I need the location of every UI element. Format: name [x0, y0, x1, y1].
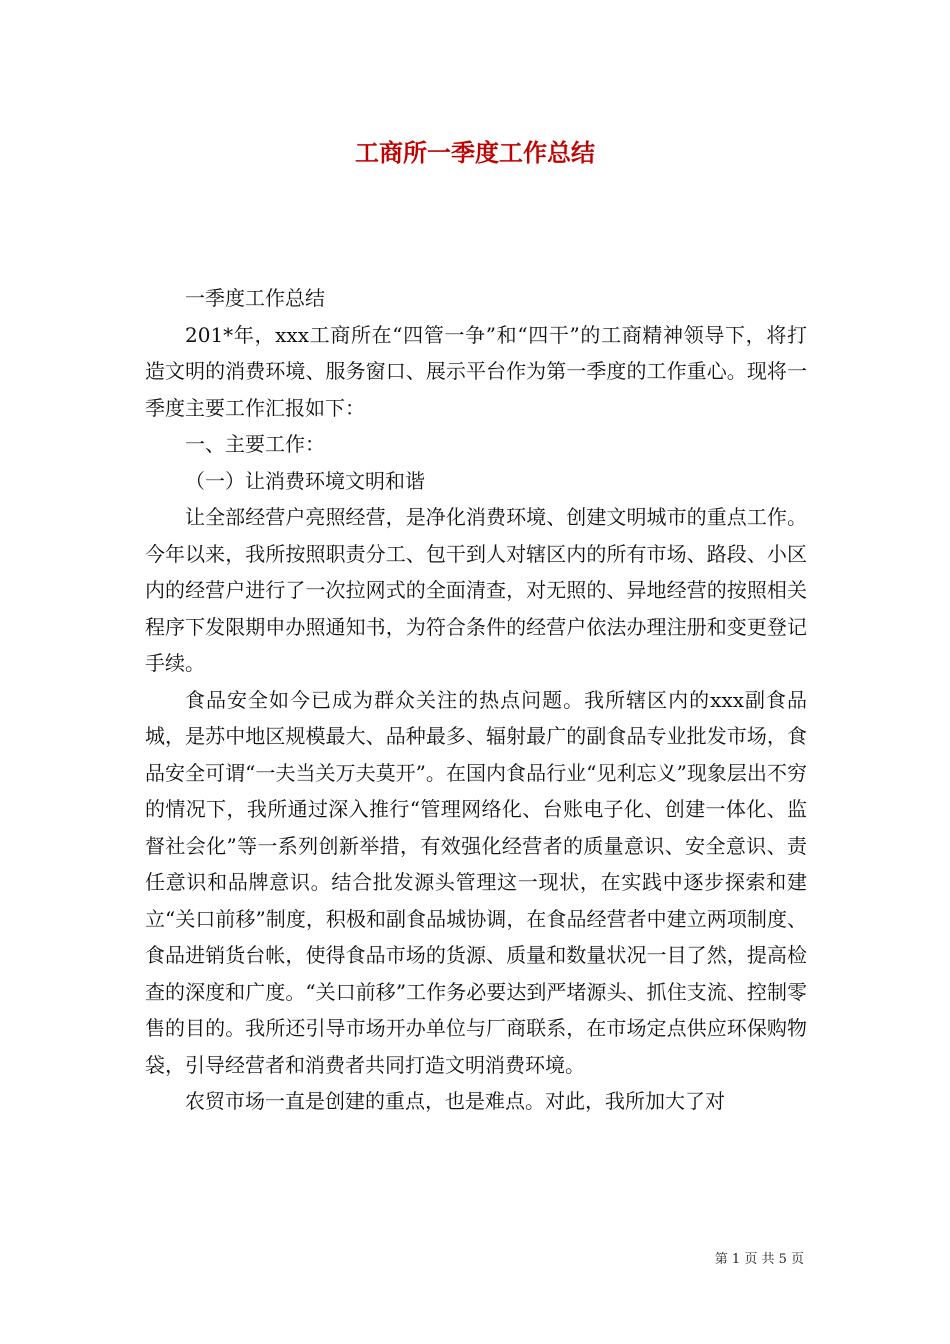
paragraph-licensing: 让全部经营户亮照经营，是净化消费环境、创建文明城市的重点工作。今年以来，我所按照职责分工、包干到人对辖区内的所有市场、路段、小区内的经营户进行了一次拉网式的全面清查，对无照的、异地经营的按照相关程序下发限期申办照通知书，为符合条件的经营户依法办理注册和变更登记手续。	[145, 505, 807, 675]
paragraph-farm-market: 农贸市场一直是创建的重点，也是难点。对此，我所加大了对	[185, 1089, 725, 1113]
document-body	[145, 280, 807, 1120]
paragraph-intro: 201*年，xxx工商所在“四管一争”和“四干”的工商精神领导下，将打造文明的消费环境、服务窗口、展示平台作为第一季度的工作重心。现将一季度主要工作汇报如下：	[145, 322, 807, 420]
page-number: 第 1 页 共 5 页	[714, 1252, 804, 1267]
document-title: 工商所一季度工作总结	[355, 138, 595, 167]
paragraph-section-heading: 一、主要工作：	[185, 432, 325, 456]
paragraph-summary-heading: 一季度工作总结	[185, 286, 325, 310]
paragraph-food-safety: 食品安全如今已成为群众关注的热点问题。我所辖区内的xxx副食品城，是苏中地区规模最大、品种最多、辐射最广的副食品专业批发市场，食品安全可谓“一夫当关万夫莫开”。在国内食品行业“见利忘义”现象层出不穷的情况下，我所通过深入推行“管理网络化、台账电子化、创建一体化、监督社会化”等一系列创新举措，有效强化经营者的质量意识、安全意识、责任意识和品牌意识。结合批发源头管理这一现状，在实践中逐步探索和建立“关口前移”制度，积极和副食品城协调，在食品经营者中建立两项制度、食品进销货台帐，使得食品市场的货源、质量和数量状况一目了然，提高检查的深度和广度。“关口前移”工作务必要达到严堵源头、抓住支流、控制零售的目的。我所还引导市场开办单位与厂商联系，在市场定点供应环保购物袋，引导经营者和消费者共同打造文明消费环境。	[145, 687, 807, 1077]
paragraph-subsection-heading: （一）让消费环境文明和谐	[185, 468, 425, 493]
